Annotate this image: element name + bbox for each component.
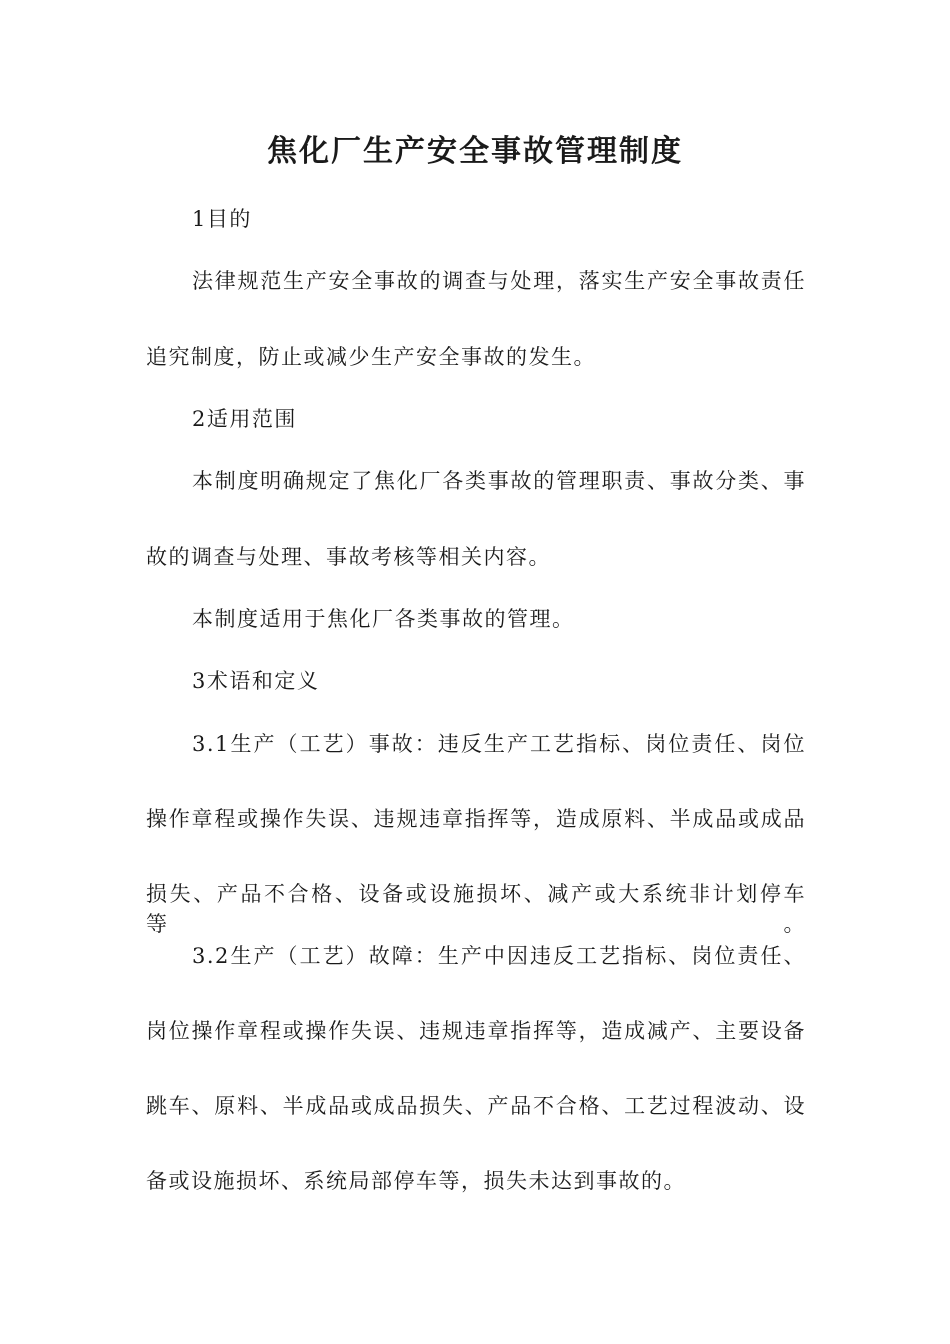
heading-scope: 2适用范围 [192,407,297,431]
paragraph-line: 3.2生产（工艺）故障：生产中因违反工艺指标、岗位责任、 [192,944,806,968]
paragraph-line: 岗位操作章程或操作失误、违规违章指挥等，造成减产、主要设备 [146,1019,806,1043]
paragraph-line: 损失、产品不合格、设备或设施损坏、减产或大系统非计划停车等。 [146,882,806,936]
paragraph-line: 法律规范生产安全事故的调查与处理，落实生产安全事故责任 [192,269,806,293]
paragraph-line: 故的调查与处理、事故考核等相关内容。 [146,545,551,569]
paragraph-line: 追究制度，防止或减少生产安全事故的发生。 [146,345,596,369]
heading-purpose: 1目的 [192,207,252,231]
paragraph-line: 操作章程或操作失误、违规违章指挥等，造成原料、半成品或成品 [146,807,806,831]
paragraph-line: 本制度明确规定了焦化厂各类事故的管理职责、事故分类、事 [192,469,806,493]
paragraph-line: 本制度适用于焦化厂各类事故的管理。 [192,607,575,631]
paragraph-line: 3.1生产（工艺）事故：违反生产工艺指标、岗位责任、岗位 [192,732,806,756]
paragraph-line: 备或设施损坏、系统局部停车等，损失未达到事故的。 [146,1169,686,1193]
paragraph-line: 跳车、原料、半成品或成品损失、产品不合格、工艺过程波动、设 [146,1094,806,1118]
heading-terms: 3术语和定义 [192,669,320,693]
document-title: 焦化厂生产安全事故管理制度 [267,134,683,169]
